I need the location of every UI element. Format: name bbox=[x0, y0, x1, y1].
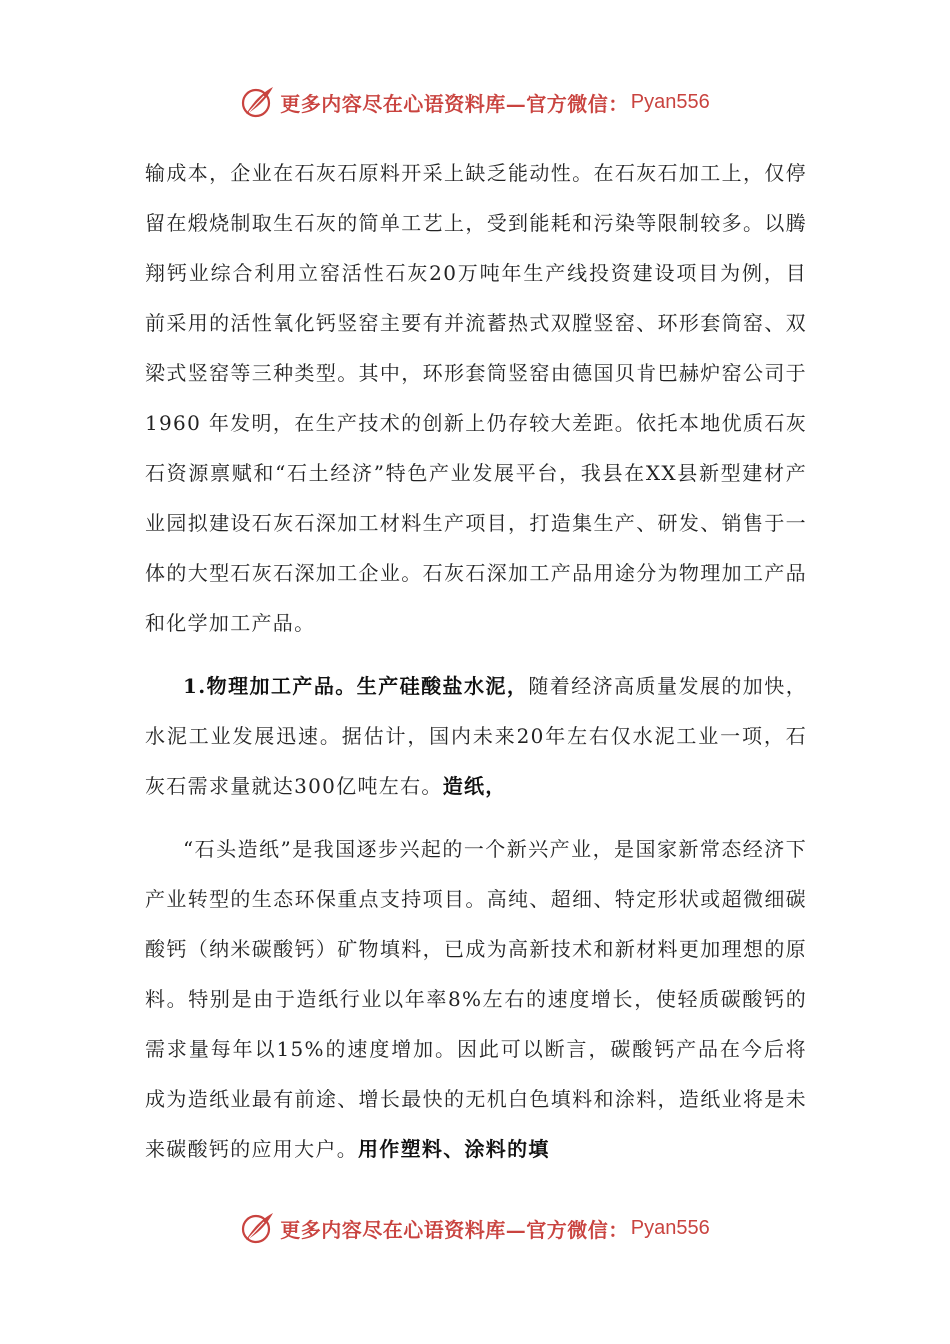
document-body bbox=[145, 148, 807, 1174]
quill-logo-icon bbox=[240, 84, 276, 120]
paragraph-2-heading: 1.物理加工产品。生产硅酸盐水泥， bbox=[183, 674, 529, 698]
banner-text: 更多内容尽在心语资料库—官方微信： bbox=[280, 1217, 629, 1242]
paragraph-2-text: 随着经济高质量发展的加快，水泥工业发展迅速。据估计，国内未来20年左右仅水泥工业一项，石灰石需求量就达300亿吨左右。 bbox=[145, 674, 807, 798]
header-watermark-banner bbox=[0, 82, 950, 122]
footer-watermark-banner bbox=[0, 1208, 950, 1248]
paragraph-3-text: “石头造纸”是我国逐步兴起的一个新兴产业，是国家新常态经济下产业转型的生态环保重点支持项目。高纯、超细、特定形状或超微细碳酸钙（纳米碳酸钙）矿物填料，已成为高新技术和新材料更加理想的原料。特别是由于造纸行业以年率8%左右的速度增长，使轻质碳酸钙的需求量每年以15%的速度增加。因此可以断言，碳酸钙产品在今后将成为造纸业最有前途、增长最快的无机白色填料和涂料，造纸业将是未来碳酸钙的应用大户。 bbox=[145, 837, 807, 1161]
banner-wechat-id: Pyan556 bbox=[630, 90, 710, 113]
paragraph-2 bbox=[145, 661, 807, 811]
banner-text: 更多内容尽在心语资料库—官方微信： bbox=[280, 91, 629, 116]
quill-logo-icon bbox=[240, 1210, 276, 1246]
paragraph-1-text: 输成本，企业在石灰石原料开采上缺乏能动性。在石灰石加工上，仅停留在煅烧制取生石灰的简单工艺上，受到能耗和污染等限制较多。以腾翔钙业综合利用立窑活性石灰20万吨年生产线投资建设项目为例，目前采用的活性氧化钙竖窑主要有并流蓄热式双膛竖窑、环形套筒窑、双梁式竖窑等三种类型。其中，环形套筒竖窑由德国贝肯巴赫炉窑公司于 1960 年发明，在生产技术的创新上仍存较大差距。依托本地优质石灰石资源禀赋和“石土经济”特色产业发展平台，我县在XX县新型建材产业园拟建设石灰石深加工材料生产项目，打造集生产、研发、销售于一体的大型石灰石深加工企业。石灰石深加工产品用途分为物理加工产品和化学加工产品。 bbox=[145, 161, 807, 635]
paragraph-3 bbox=[145, 824, 807, 1174]
banner-wechat-id: Pyan556 bbox=[630, 1216, 710, 1239]
paragraph-3-tail: 用作塑料、涂料的填 bbox=[358, 1137, 550, 1161]
paragraph-2-tail: 造纸， bbox=[442, 774, 507, 798]
paragraph-1 bbox=[145, 148, 807, 648]
